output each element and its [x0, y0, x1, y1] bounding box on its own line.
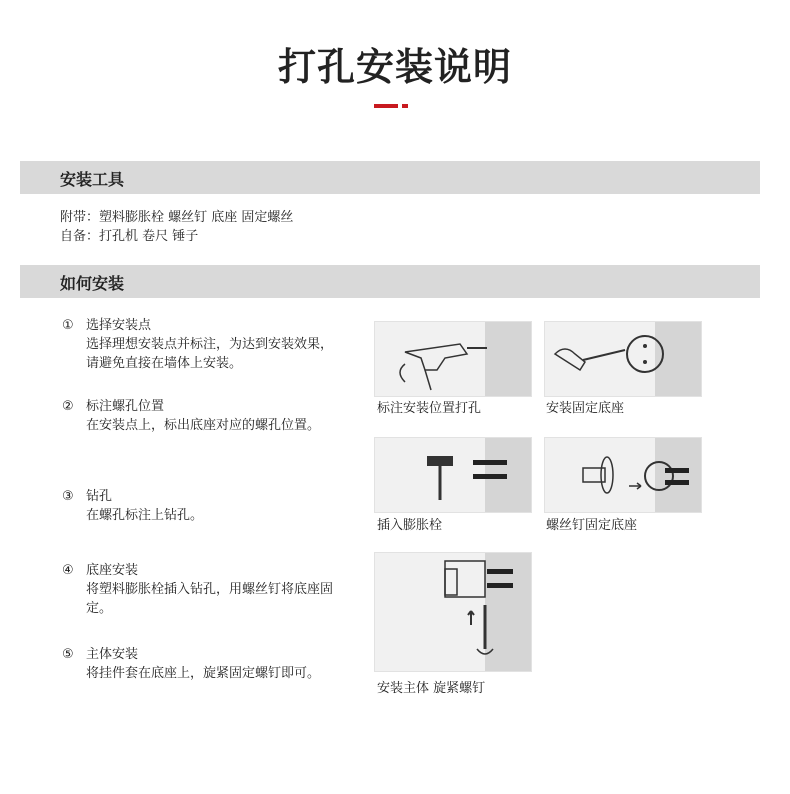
tools-list	[60, 208, 293, 246]
hammer-icon	[375, 438, 531, 512]
illustration-base-mark	[544, 321, 702, 397]
step-3-title: 钻孔	[86, 489, 113, 504]
illustration-screw-base	[544, 437, 702, 513]
screwdriver-icon	[545, 322, 701, 396]
section-title-install: 如何安装	[60, 274, 125, 293]
illustration-main-body	[374, 552, 532, 672]
step-1-number: ①	[62, 318, 74, 333]
step-1-title: 选择安装点	[86, 318, 152, 333]
caption-2: 安装固定底座	[546, 401, 625, 416]
step-5-number: ⑤	[62, 647, 74, 662]
step-5	[62, 645, 336, 683]
drill-icon	[375, 322, 531, 396]
step-5-title: 主体安装	[86, 647, 139, 662]
section-title-tools: 安装工具	[60, 170, 125, 189]
tools-included: 附带：塑料膨胀栓 螺丝钉 底座 固定螺丝	[60, 210, 294, 225]
step-1-desc: 选择理想安装点并标注，为达到安装效果，请避免直接在墙体上安装。	[86, 337, 334, 371]
page-title: 打孔安装说明	[277, 45, 512, 89]
title-accent-dash	[374, 104, 398, 108]
illustration-anchor	[374, 437, 532, 513]
step-2-title: 标注螺孔位置	[86, 399, 165, 414]
step-2	[62, 397, 336, 435]
caption-4: 螺丝钉固定底座	[546, 518, 638, 533]
title-accent-dot	[402, 104, 408, 108]
caption-3: 插入膨胀栓	[377, 518, 443, 533]
section-header-install	[20, 265, 760, 298]
step-5-desc: 将挂件套在底座上，旋紧固定螺钉即可。	[86, 666, 321, 681]
step-4	[62, 561, 336, 618]
caption-1: 标注安装位置打孔	[377, 401, 482, 416]
step-1	[62, 316, 336, 373]
step-3-desc: 在螺孔标注上钻孔。	[86, 508, 204, 523]
step-4-title: 底座安装	[86, 563, 139, 578]
caption-5: 安装主体 旋紧螺钉	[377, 681, 486, 696]
step-4-desc: 将塑料膨胀栓插入钻孔，用螺丝钉将底座固定。	[86, 582, 334, 616]
step-2-number: ②	[62, 399, 74, 414]
step-4-number: ④	[62, 563, 74, 578]
title-accent	[374, 104, 410, 108]
tools-self: 自备：打孔机 卷尺 锤子	[60, 229, 199, 244]
section-header-tools	[20, 161, 760, 194]
illustration-drill	[374, 321, 532, 397]
step-3	[62, 487, 336, 525]
base-icon	[545, 438, 701, 512]
step-3-number: ③	[62, 489, 74, 504]
step-2-desc: 在安装点上，标出底座对应的螺孔位置。	[86, 418, 321, 433]
mount-body-icon	[375, 553, 531, 671]
